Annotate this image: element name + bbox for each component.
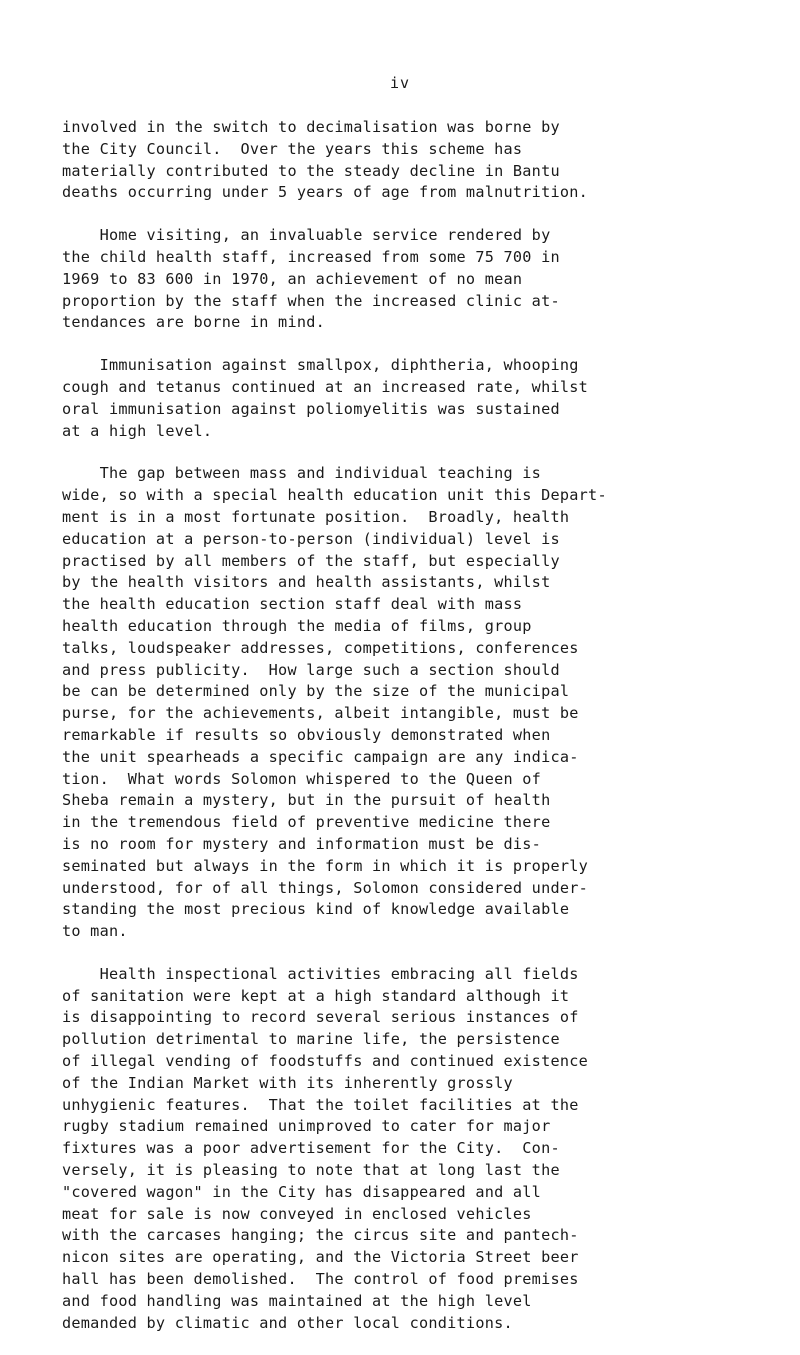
text-line: the City Council. Over the years this scheme has [62, 139, 523, 158]
text-line: in the tremendous field of preventive medicine there [62, 813, 551, 832]
paragraph-health-inspection [62, 964, 774, 1335]
text-line: the child health staff, increased from some 75 700 in [62, 247, 560, 266]
text-line: tendances are borne in mind. [62, 313, 326, 332]
text-line: 1969 to 83 600 in 1970, an achievement of no mean [62, 269, 523, 288]
text-line: deaths occurring under 5 years of age from malnutrition. [62, 183, 589, 202]
text-line: meat for sale is now conveyed in enclosed vehicles [62, 1204, 532, 1223]
text-line: is no room for mystery and information must be dis- [62, 834, 542, 853]
page-number: iv [389, 74, 411, 92]
text-line: ment is in a most fortunate position. Broadly, health [62, 507, 570, 526]
text-line: education at a person-to-person (individual) level is [62, 529, 560, 548]
text-line: at a high level. [62, 421, 213, 440]
text-line: and food handling was maintained at the high level [62, 1291, 532, 1310]
text-line: is disappointing to record several serious instances of [62, 1008, 579, 1027]
text-line: cough and tetanus continued at an increased rate, whilst [62, 377, 589, 396]
text-line: remarkable if results so obviously demonstrated when [62, 725, 551, 744]
text-line: oral immunisation against poliomyelitis was sustained [62, 399, 560, 418]
text-line: understood, for of all things, Solomon considered under- [62, 878, 589, 897]
text-line: talks, loudspeaker addresses, competitions, conferences [62, 638, 579, 657]
text-line: the health education section staff deal with mass [62, 595, 523, 614]
document-body [62, 117, 774, 1355]
text-line: with the carcases hanging; the circus site and pantech- [62, 1226, 579, 1245]
text-line: be can be determined only by the size of the municipal [62, 682, 570, 701]
text-line: and press publicity. How large such a section should [62, 660, 560, 679]
text-line: "covered wagon" in the City has disappeared and all [62, 1182, 542, 1201]
paragraph-decimalisation [62, 117, 774, 204]
text-line: hall has been demolished. The control of food premises [62, 1270, 579, 1289]
text-line: seminated but always in the form in which it is properly [62, 856, 589, 875]
text-line: The gap between mass and individual teaching is [62, 464, 542, 483]
text-line: practised by all members of the staff, but especially [62, 551, 560, 570]
text-line: health education through the media of films, group [62, 616, 532, 635]
text-line: rugby stadium remained unimproved to cater for major [62, 1117, 551, 1136]
text-line: tion. What words Solomon whispered to the Queen of [62, 769, 542, 788]
text-line: pollution detrimental to marine life, the persistence [62, 1030, 560, 1049]
text-line: of illegal vending of foodstuffs and continued existence [62, 1052, 589, 1071]
text-line: of sanitation were kept at a high standard although it [62, 986, 570, 1005]
text-line: wide, so with a special health education unit this Depart- [62, 486, 607, 505]
paragraph-health-education [62, 463, 774, 943]
text-line: Immunisation against smallpox, diphtheria, whooping [62, 356, 579, 375]
paragraph-immunisation [62, 355, 774, 442]
text-line: versely, it is pleasing to note that at long last the [62, 1161, 560, 1180]
text-line: Health inspectional activities embracing all fields [62, 964, 579, 983]
text-line: materially contributed to the steady decline in Bantu [62, 161, 560, 180]
text-line: to man. [62, 922, 128, 941]
text-line: purse, for the achievements, albeit intangible, must be [62, 704, 579, 723]
text-line: involved in the switch to decimalisation was borne by [62, 118, 560, 136]
text-line: the unit spearheads a specific campaign are any indica- [62, 747, 579, 766]
text-line: unhygienic features. That the toilet facilities at the [62, 1095, 579, 1114]
text-line: of the Indian Market with its inherently grossly [62, 1073, 513, 1092]
text-line: Sheba remain a mystery, but in the pursuit of health [62, 791, 551, 810]
text-line: Home visiting, an invaluable service rendered by [62, 226, 551, 245]
text-line: fixtures was a poor advertisement for the City. Con- [62, 1139, 560, 1158]
paragraph-home-visiting [62, 225, 774, 334]
text-line: nicon sites are operating, and the Victoria Street beer [62, 1248, 579, 1267]
text-line: by the health visitors and health assistants, whilst [62, 573, 551, 592]
text-line: proportion by the staff when the increased clinic at- [62, 291, 560, 310]
text-line: demanded by climatic and other local conditions. [62, 1313, 513, 1332]
text-line: standing the most precious kind of knowledge available [62, 900, 570, 919]
